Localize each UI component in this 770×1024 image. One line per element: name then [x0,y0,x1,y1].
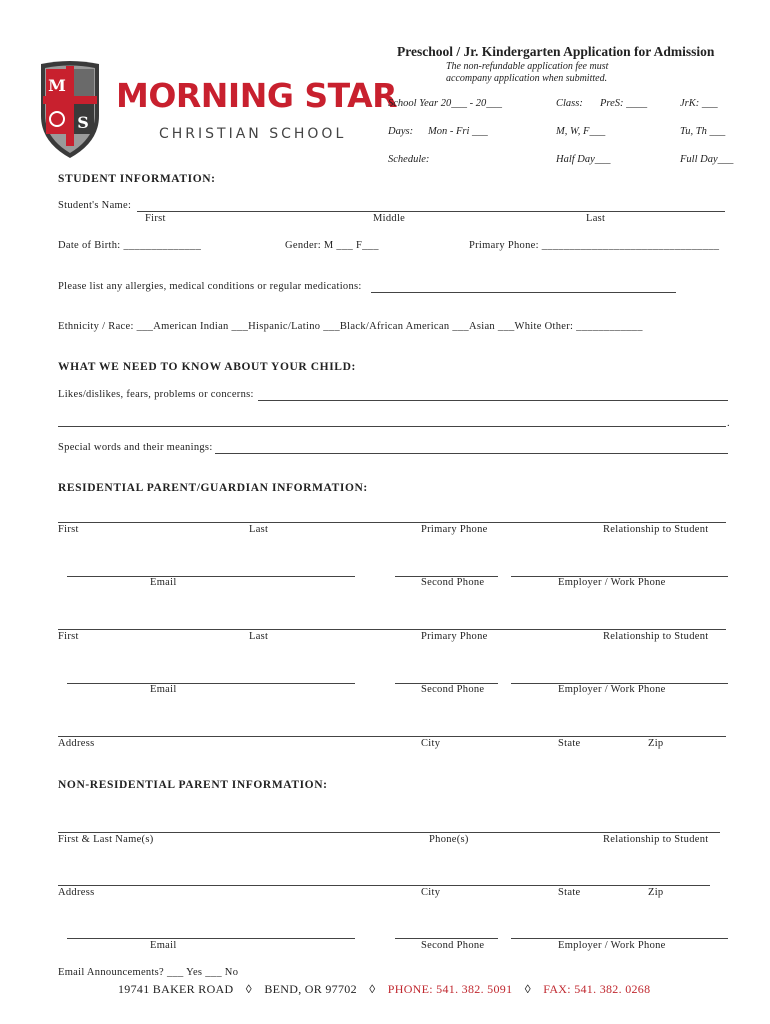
nonres-city-caption: City [421,887,441,898]
student-name-label: Student's Name: [58,200,132,211]
diamond-separator-icon: ◊ [524,982,531,996]
special-words-line[interactable] [215,453,728,454]
nonres-name-line[interactable] [58,832,720,833]
primary-phone-field[interactable]: Primary Phone: ________________________________ [469,240,720,251]
ethnicity-field[interactable]: Ethnicity / Race: ___American Indian ___Hispanic/Latino ___Black/African American ___Asian ___White Other: ____________ [58,321,643,332]
nonres-names-caption: First & Last Name(s) [58,834,154,845]
nonres-phones-caption: Phone(s) [429,834,469,845]
res2-employer-caption: Employer / Work Phone [558,684,666,695]
email-announcements-field[interactable]: Email Announcements? ___ Yes ___ No [58,967,239,978]
res2-primary-phone-caption: Primary Phone [421,631,488,642]
res1-first-caption: First [58,524,79,535]
nonres-employer-caption: Employer / Work Phone [558,940,666,951]
fee-note-line1: The non-refundable application fee must [446,61,609,72]
allergies-line[interactable] [371,292,676,293]
likes-label: Likes/dislikes, fears, problems or concerns: [58,389,254,400]
form-title: Preschool / Jr. Kindergarten Application for Admission [397,44,715,59]
student-name-line[interactable] [137,211,725,212]
logo-school-name: MORNING STAR [116,76,398,115]
mon-fri-option[interactable]: Mon - Fri ___ [428,126,488,137]
nonresidential-heading: NON-RESIDENTIAL PARENT INFORMATION: [58,779,328,791]
fee-note-line2: accompany application when submitted. [446,73,608,84]
footer-phone: PHONE: 541. 382. 5091 [387,982,513,996]
res1-relationship-caption: Relationship to Student [603,524,709,535]
res2-email-caption: Email [150,684,177,695]
jrk-option[interactable]: JrK: ___ [680,98,718,109]
footer-address-bar [118,982,650,997]
full-day-option[interactable]: Full Day___ [680,154,734,165]
res-zip-caption: Zip [648,738,664,749]
half-day-option[interactable]: Half Day___ [556,154,611,165]
res1-last-caption: Last [249,524,269,535]
allergies-label: Please list any allergies, medical conditions or regular medications: [58,281,362,292]
pres-option[interactable]: PreS: ____ [600,98,648,109]
footer-street: 19741 BAKER ROAD [118,982,234,996]
nonres-email-caption: Email [150,940,177,951]
student-last-caption: Last [586,213,606,224]
nonres-relationship-caption: Relationship to Student [603,834,709,845]
res-state-caption: State [558,738,581,749]
likes-line-2[interactable] [58,426,726,427]
res2-first-caption: First [58,631,79,642]
res2-name-line[interactable] [58,629,726,630]
likes-line-1[interactable] [258,400,728,401]
res1-name-line[interactable] [58,522,726,523]
res1-email-line[interactable] [67,576,355,577]
footer-fax: FAX: 541. 382. 0268 [543,982,651,996]
student-first-caption: First [145,213,166,224]
svg-text:M: M [48,76,66,95]
nonres-second-phone-line[interactable] [395,938,498,939]
shield-crest-icon [38,58,102,160]
res2-relationship-caption: Relationship to Student [603,631,709,642]
school-year-field[interactable]: School Year 20___ - 20___ [388,98,502,109]
residential-heading: RESIDENTIAL PARENT/GUARDIAN INFORMATION: [58,482,368,494]
mwf-option[interactable]: M, W, F___ [556,126,606,137]
class-label: Class: [556,98,583,109]
student-info-heading: STUDENT INFORMATION: [58,173,216,185]
gender-field[interactable]: Gender: M ___ F___ [285,240,379,251]
logo-school-subtitle: CHRISTIAN SCHOOL [159,126,347,142]
special-words-label: Special words and their meanings: [58,442,213,453]
res1-employer-caption: Employer / Work Phone [558,577,666,588]
dob-field[interactable]: Date of Birth: ______________ [58,240,202,251]
res1-primary-phone-caption: Primary Phone [421,524,488,535]
res2-second-phone-caption: Second Phone [421,684,485,695]
likes-line-period: . [727,418,730,429]
footer-city: BEND, OR 97702 [264,982,357,996]
school-logo [38,58,398,160]
schedule-label: Schedule: [388,154,430,165]
nonres-employer-line[interactable] [511,938,728,939]
student-middle-caption: Middle [373,213,406,224]
nonres-state-caption: State [558,887,581,898]
diamond-separator-icon: ◊ [245,982,253,996]
days-label: Days: [388,126,414,137]
tuth-option[interactable]: Tu, Th ___ [680,126,726,137]
res1-second-phone-caption: Second Phone [421,577,485,588]
svg-text:S: S [77,113,89,132]
nonres-zip-caption: Zip [648,887,664,898]
res-address-line[interactable] [58,736,726,737]
nonres-address-line[interactable] [58,885,710,886]
nonres-email-line[interactable] [67,938,355,939]
child-info-heading: WHAT WE NEED TO KNOW ABOUT YOUR CHILD: [58,361,356,373]
res-city-caption: City [421,738,441,749]
res2-last-caption: Last [249,631,269,642]
res-address-caption: Address [58,738,95,749]
res2-email-line[interactable] [67,683,355,684]
res1-email-caption: Email [150,577,177,588]
nonres-second-phone-caption: Second Phone [421,940,485,951]
nonres-address-caption: Address [58,887,95,898]
diamond-separator-icon: ◊ [369,982,376,996]
